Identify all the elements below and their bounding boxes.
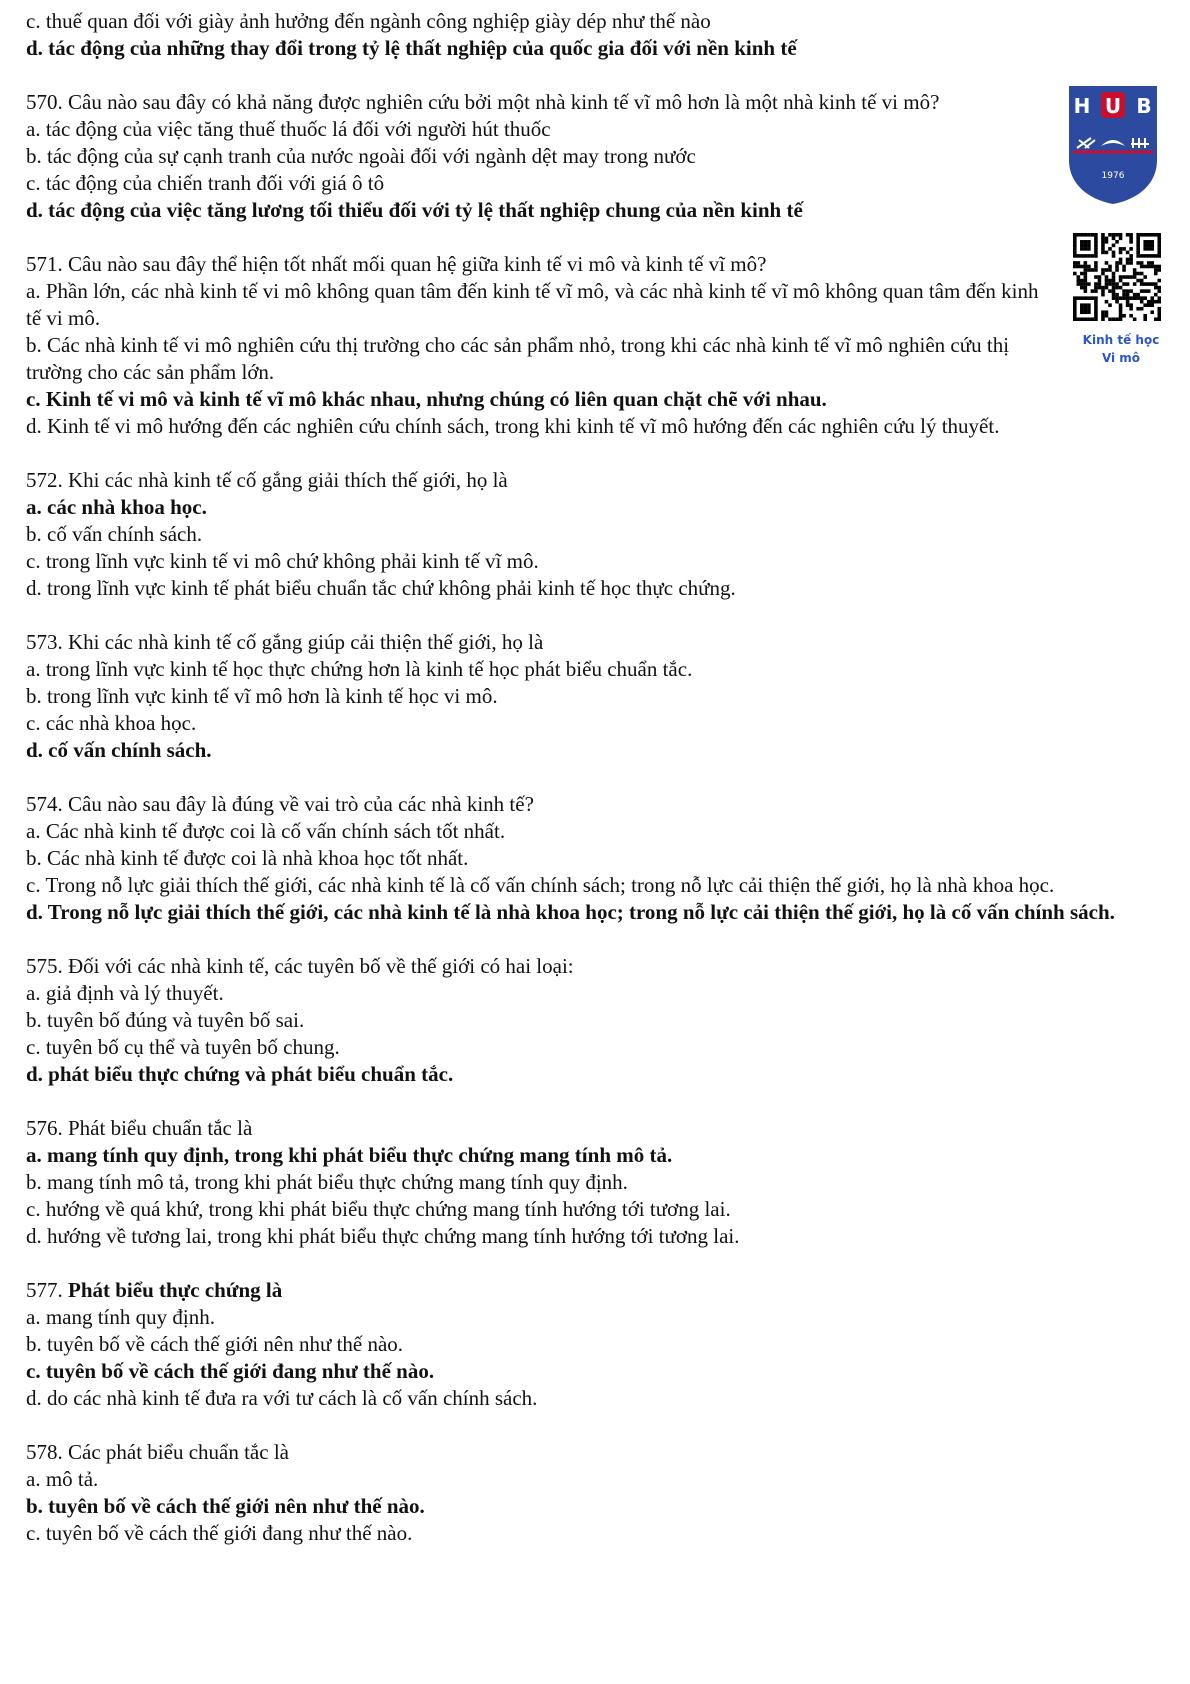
- question-stem: [26, 1277, 1176, 1304]
- option-line-correct: d. phát biểu thực chứng và phát biểu chuẩn tắc.: [26, 1062, 454, 1086]
- option-line: b. cố vấn chính sách.: [26, 522, 203, 546]
- option-line: a. trong lĩnh vực kinh tế học thực chứng hơn là kinh tế học phát biểu chuẩn tắc.: [26, 657, 693, 681]
- question-stem: 570. Câu nào sau đây có khả năng được nghiên cứu bởi một nhà kinh tế vĩ mô hơn là một nhà kinh tế vi mô?: [26, 90, 940, 114]
- option-line: a. tác động của việc tăng thuế thuốc lá đối với người hút thuốc: [26, 117, 551, 141]
- question-stem: 578. Các phát biểu chuẩn tắc là: [26, 1440, 289, 1464]
- option-line: c. thuế quan đối với giày ảnh hưởng đến ngành công nghiệp giày dép như thế nào: [26, 9, 711, 33]
- question-stem: 572. Khi các nhà kinh tế cố gắng giải thích thế giới, họ là: [26, 468, 508, 492]
- option-line: a. Các nhà kinh tế được coi là cố vấn chính sách tốt nhất.: [26, 819, 506, 843]
- question-stem: 575. Đối với các nhà kinh tế, các tuyên bố về thế giới có hai loại:: [26, 954, 574, 978]
- option-line: c. tuyên bố về cách thế giới đang như thế nào.: [26, 1521, 413, 1545]
- option-line: b. tuyên bố đúng và tuyên bố sai.: [26, 1008, 305, 1032]
- option-line: b. trong lĩnh vực kinh tế vĩ mô hơn là kinh tế học vi mô.: [26, 684, 498, 708]
- option-line: b. Các nhà kinh tế vi mô nghiên cứu thị trường cho các sản phẩm nhỏ, trong khi các nhà kinh tế vĩ mô nghiên cứu thị trường cho các sản phẩm lớn.: [26, 333, 1010, 384]
- option-line: c. trong lĩnh vực kinh tế vi mô chứ không phải kinh tế vĩ mô.: [26, 549, 539, 573]
- option-line: d. do các nhà kinh tế đưa ra với tư cách là cố vấn chính sách.: [26, 1386, 538, 1410]
- option-line-correct: b. tuyên bố về cách thế giới nên như thế nào.: [26, 1494, 425, 1518]
- option-line: d. hướng về tương lai, trong khi phát biểu thực chứng mang tính hướng tới tương lai.: [26, 1224, 740, 1248]
- question-stem: 574. Câu nào sau đây là đúng về vai trò của các nhà kinh tế?: [26, 792, 534, 816]
- option-line: c. Trong nỗ lực giải thích thế giới, các nhà kinh tế là cố vấn chính sách; trong nỗ lực cải thiện thế giới, họ là nhà khoa học.: [26, 873, 1055, 897]
- option-line-correct: d. tác động của việc tăng lương tối thiểu đối với tỷ lệ thất nghiệp chung của nền kinh tế: [26, 198, 803, 222]
- crest-icon: [1065, 82, 1161, 206]
- option-line-correct: d. tác động của những thay đổi trong tỷ lệ thất nghiệp của quốc gia đối với nền kinh tế: [26, 36, 797, 60]
- option-line: a. giả định và lý thuyết.: [26, 981, 224, 1005]
- option-line: a. Phần lớn, các nhà kinh tế vi mô không quan tâm đến kinh tế vĩ mô, và các nhà kinh tế vĩ mô không quan tâm đến kinh tế vi mô.: [26, 279, 1039, 330]
- option-line-correct: d. cố vấn chính sách.: [26, 738, 212, 762]
- question-number: 577.: [26, 1278, 63, 1302]
- crest-letter-h: H: [1073, 94, 1090, 118]
- option-line-correct: a. các nhà khoa học.: [26, 495, 207, 519]
- option-line: b. tác động của sự cạnh tranh của nước ngoài đối với ngành dệt may trong nước: [26, 144, 696, 168]
- option-line: a. mô tả.: [26, 1467, 99, 1491]
- question-stem: 576. Phát biểu chuẩn tắc là: [26, 1116, 253, 1140]
- logo-caption-line1: Kinh tế học: [1082, 333, 1160, 347]
- option-line-correct: d. Trong nỗ lực giải thích thế giới, các nhà kinh tế là nhà khoa học; trong nỗ lực cải thiện thế giới, họ là cố vấn chính sách.: [26, 900, 1115, 924]
- option-line-correct: c. Kinh tế vi mô và kinh tế vĩ mô khác nhau, nhưng chúng có liên quan chặt chẽ với nhau.: [26, 387, 827, 411]
- option-line: d. Kinh tế vi mô hướng đến các nghiên cứu chính sách, trong khi kinh tế vĩ mô hướng đến các nghiên cứu lý thuyết.: [26, 414, 1000, 438]
- hub-logo: [1055, 82, 1170, 206]
- question-stem: 573. Khi các nhà kinh tế cố gắng giúp cải thiện thế giới, họ là: [26, 630, 544, 654]
- crest-letter-u: U: [1104, 94, 1121, 118]
- option-line: b. tuyên bố về cách thế giới nên như thế nào.: [26, 1332, 404, 1356]
- option-line: a. mang tính quy định.: [26, 1305, 215, 1329]
- question-text: Phát biểu thực chứng là: [68, 1278, 283, 1302]
- option-line: b. mang tính mô tả, trong khi phát biểu thực chứng mang tính quy định.: [26, 1170, 628, 1194]
- logo-caption-line2: Vi mô: [1101, 351, 1141, 365]
- option-line: c. tác động của chiến tranh đối với giá ô tô: [26, 171, 385, 195]
- crest-letter-b: B: [1135, 94, 1152, 118]
- qr-code-icon: [1073, 233, 1161, 321]
- crest-year: 1976: [1101, 171, 1124, 181]
- option-line: c. tuyên bố cụ thể và tuyên bố chung.: [26, 1035, 340, 1059]
- option-line-correct: a. mang tính quy định, trong khi phát biểu thực chứng mang tính mô tả.: [26, 1143, 673, 1167]
- question-stem: 571. Câu nào sau đây thể hiện tốt nhất mối quan hệ giữa kinh tế vi mô và kinh tế vĩ mô?: [26, 252, 767, 276]
- option-line: d. trong lĩnh vực kinh tế phát biểu chuẩn tắc chứ không phải kinh tế học thực chứng.: [26, 576, 736, 600]
- option-line: b. Các nhà kinh tế được coi là nhà khoa học tốt nhất.: [26, 846, 469, 870]
- document-body: [26, 8, 1176, 1547]
- option-line: c. hướng về quá khứ, trong khi phát biểu thực chứng mang tính hướng tới tương lai.: [26, 1197, 731, 1221]
- option-line: c. các nhà khoa học.: [26, 711, 197, 735]
- option-line-correct: c. tuyên bố về cách thế giới đang như thế nào.: [26, 1359, 435, 1383]
